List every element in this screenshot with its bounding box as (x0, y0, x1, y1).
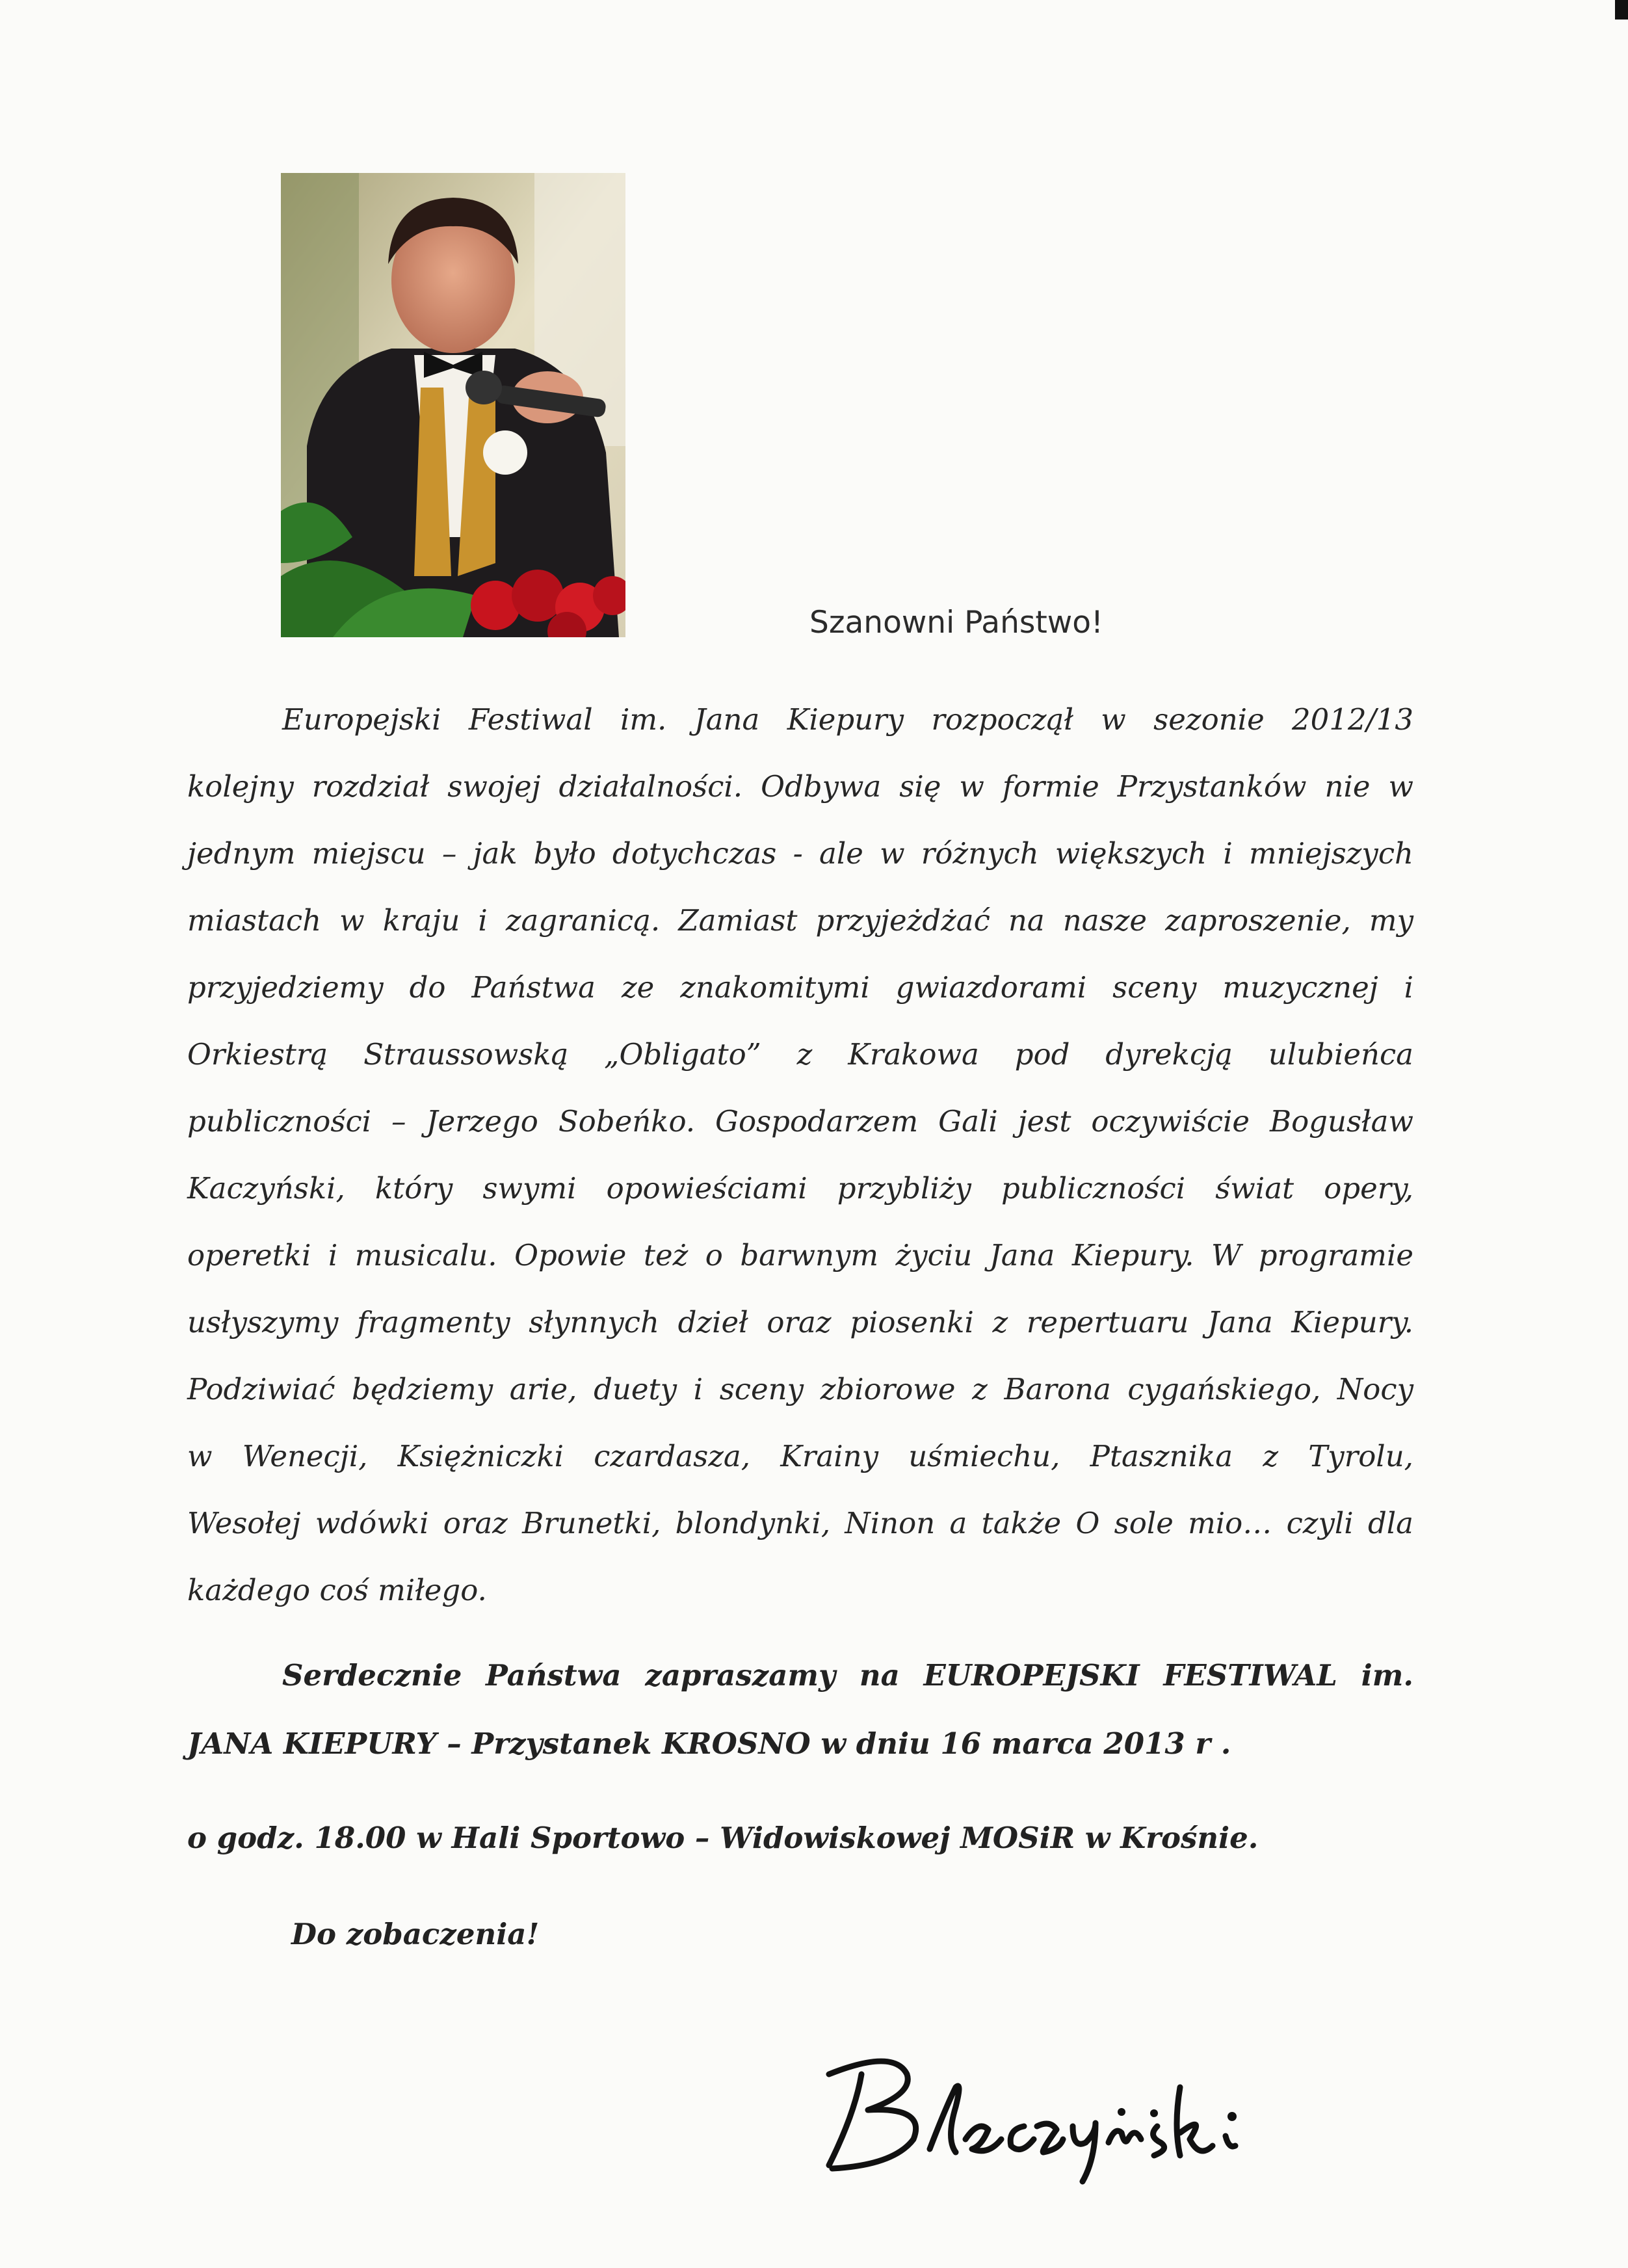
letter-body (187, 686, 1413, 1624)
body-line: miastach w kraju i zagranicą. Zamiast przyjeżdżać na nasze zaproszenie, my (187, 903, 1413, 938)
body-line: operetki i musicalu. Opowie też o barwnym życiu Jana Kiepury. W programie (187, 1238, 1413, 1272)
invitation-line: Serdecznie Państwa zapraszamy na EUROPEJSKI FESTIWAL im. (282, 1658, 1413, 1693)
body-line: Kaczyński, który swymi opowieściami przybliży publiczności świat opery, (187, 1171, 1413, 1206)
body-line: Wesołej wdówki oraz Brunetki, blondynki, Ninon a także O sole mio… czyli dla (187, 1506, 1413, 1540)
portrait-photo (281, 173, 625, 637)
body-line: usłyszymy fragmenty słynnych dzieł oraz piosenki z repertuaru Jana Kiepury. (187, 1305, 1413, 1339)
handwritten-signature (816, 2035, 1284, 2185)
invitation-details: o godz. 18.00 w Hali Sportowo – Widowiskowej MOSiR w Krośnie. (187, 1821, 1259, 1855)
greeting: Szanowni Państwo! (809, 605, 1103, 640)
body-line: kolejny rozdział swojej działalności. Odbywa się w formie Przystanków nie w (187, 769, 1413, 804)
body-line: Europejski Festiwal im. Jana Kiepury rozpoczął w sezonie 2012/13 (282, 702, 1413, 737)
scan-edge-mark (1615, 0, 1628, 20)
body-line: publiczności – Jerzego Sobeńko. Gospodarzem Gali jest oczywiście Bogusław (187, 1104, 1413, 1139)
body-line: jednym miejscu – jak było dotychczas - ale w różnych większych i mniejszych (187, 836, 1413, 871)
body-line: w Wenecji, Księżniczki czardasza, Krainy uśmiechu, Ptasznika z Tyrolu, (187, 1439, 1413, 1473)
body-line: Podziwiać będziemy arie, duety i sceny zbiorowe z Barona cygańskiego, Nocy (187, 1372, 1413, 1406)
closing: Do zobaczenia! (291, 1917, 540, 1951)
body-line: każdego coś miłego. (187, 1573, 487, 1607)
body-line: przyjedziemy do Państwa ze znakomitymi gwiazdorami sceny muzycznej i (187, 970, 1413, 1005)
body-line: Orkiestrą Straussowską „Obligato” z Krakowa pod dyrekcją ulubieńca (187, 1037, 1413, 1072)
invitation-line: JANA KIEPURY – Przystanek KROSNO w dniu 16 marca 2013 r . (187, 1726, 1231, 1761)
